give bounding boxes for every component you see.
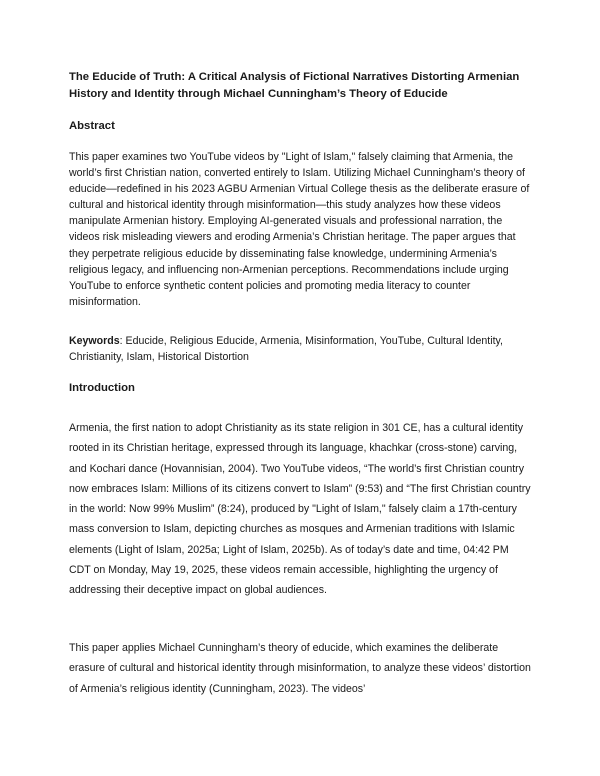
introduction-heading: Introduction — [69, 382, 135, 394]
abstract-text: This paper examines two YouTube videos by "Light of Islam," falsely claiming that Armenia, the world’s first Christian nation, converted entirely to Islam. Utilizing Michael Cunningham’s theory of educide—redefined in his 2023 AGBU Armenian Virtual College thesis as the deliberate erasure of cultural and historical identity through misinformation—this study analyzes how these videos manipulate Armenian history. Employing AI-generated visuals and professional narration, the videos risk misleading viewers and eroding Armenia’s Christian heritage. The paper argues that they perpetrate religious educide by disseminating false knowledge, undermining Armenia’s religious legacy, and influencing non-Armenian perceptions. Recommendations include urging YouTube to enforce synthetic content policies and promoting media literacy to counter misinformation. — [69, 151, 530, 308]
intro-paragraph-1: Armenia, the first nation to adopt Christianity as its state religion in 301 CE, has a cultural identity rooted in its Christian heritage, expressed through its language, khachkar (cross-stone) carving, and Kochari dance (Hovannisian, 2004). Two YouTube videos, “The world’s first Christian country now embraces Islam: Millions of its citizens convert to Islam” (9:53) and “The first Christian country in the world: Now 99% Muslim” (8:24), produced by "Light of Islam," falsely claim a 17th-century mass conversion to Islam, depicting churches as mosques and Armenian traditions with Islamic elements (Light of Islam, 2025a; Light of Islam, 2025b). As of today’s date and time, 04:42 PM CDT on Monday, May 19, 2025, these videos remain accessible, highlighting the urgency of addressing their deceptive impact on global audiences. — [69, 422, 531, 597]
keywords-text: : Educide, Religious Educide, Armenia, Misinformation, YouTube, Cultural Identity, Christianity, Islam, Historical Distortion — [69, 335, 503, 364]
keywords-line — [69, 333, 531, 365]
intro-paragraph-2: This paper applies Michael Cunningham’s theory of educide, which examines the deliberate erasure of cultural and historical identity through misinformation, to analyze these videos’ distortion of Armenia’s religious identity (Cunningham, 2023). The videos’ — [69, 642, 531, 695]
paper-title: The Educide of Truth: A Critical Analysis of Fictional Narratives Distorting Armenian History and Identity through Michael Cunningham’s Theory of Educide — [69, 71, 520, 100]
keywords-label: Keywords — [69, 335, 120, 347]
abstract-heading: Abstract — [69, 120, 115, 132]
